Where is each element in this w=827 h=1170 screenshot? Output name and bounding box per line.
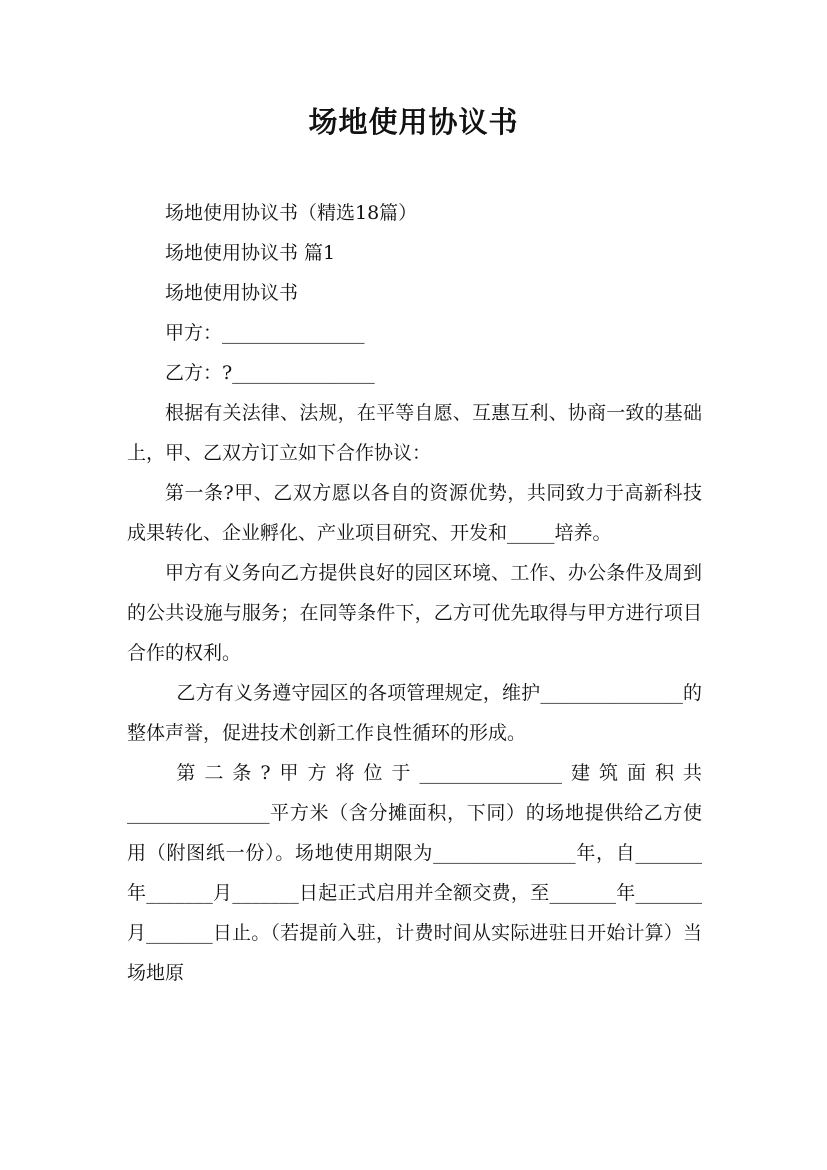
- party-b-obligation-paragraph: 乙方有义务遵守园区的各项管理规定，维护_______________的整体声誉，促进技术创新工作良性循环的形成。: [127, 682, 702, 744]
- agreement-heading: 场地使用协议书: [165, 282, 299, 304]
- article-one-paragraph: 第一条?甲、乙双方愿以各自的资源优势，共同致力于高新科技成果转化、企业孵化、产业项目研究、开发和_____培养。: [127, 482, 702, 544]
- party-a-obligation-paragraph: 甲方有义务向乙方提供良好的园区环境、工作、办公条件及周到的公共设施与服务；在同等条件下，乙方可优先取得与甲方进行项目合作的权利。: [127, 562, 702, 664]
- party-b-line: 乙方：?_______________: [165, 362, 375, 384]
- document-body: [127, 193, 702, 993]
- document-title: 场地使用协议书: [308, 105, 519, 139]
- article-two-paragraph: 第二条?甲方将位于_______________建筑面积共_______________平方米（含分摊面积，下同）的场地提供给乙方使用（附图纸一份）。场地使用期限为_______________年，自_______年_______月_______日起正式启用并全额交费，至_______年_______月_______日止。（若提前入驻，计费时间从实际进驻日开始计算）当场地原: [127, 762, 702, 984]
- party-a-line: 甲方：_______________: [165, 322, 365, 344]
- preamble-paragraph: 根据有关法律、法规，在平等自愿、互惠互利、协商一致的基础上，甲、乙双方订立如下合作协议：: [127, 402, 702, 464]
- document-subtitle: 场地使用协议书（精选18篇）: [165, 202, 418, 224]
- section-heading: 场地使用协议书 篇1: [165, 242, 336, 264]
